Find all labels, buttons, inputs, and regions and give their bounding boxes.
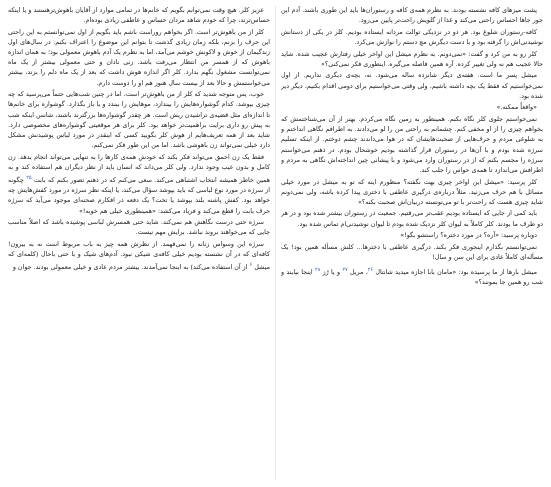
right-page-paragraph: پشت میزهای کافه نشسته بودند. به نظرم همه‌ی کافه و رستوران‌ها باید این طوری باشند. آدم این جور جاها احساس راحتی می‌کند و غذا از گلویش راحت‌تر پایین می‌رود. (281, 7, 543, 25)
right-page-paragraph: «واقعاً ممکنه.» (496, 104, 537, 112)
page-divider (275, 6, 276, 480)
right-page-paragraph: میشل پسر ما است. هفته‌ی دیگر شانزده ساله می‌شود. نه، بچه‌ی دیگری نداریم. از اول نمی‌خواستیم که فقط یک بچه داشته باشیم، ولی وقتی می‌خواستیم برای دومی اقدام بکنیم، دیگر دیر شده بود. (281, 72, 543, 100)
right-page-paragraph: باید کمی از جایی که ایستاده بودیم عقب‌تر می‌رفتیم. جمعیت در رستوران بیشتر شده بود و در هر دو طرف ما بودند. کلر کاملاً به لیوان کلر نزدیک شده بودم تا لیوان نوشیدنی‌ام تماس شده بود. (281, 210, 543, 228)
right-page-paragraph: نمی‌توانستم بگذارم اینجوری فکر بکند. درگیری عاطفی با دخترها... کلش مسأله همین بود! یک مسأله‌ای کاملاً عادی برای این سن و سال! (281, 243, 543, 262)
right-page-paragraph: دوباره پرسید: «آره؟ در مورد دختره؟ راستشو بگو!» (400, 232, 537, 240)
left-page-paragraph: کلر از من باهوش‌تر است. اگر بخواهم روراست باشم باید بگویم از اول نمی‌توانستم به این راحتی این حرف را بزنم، بلکه زمان زیادی گذشت تا بتوانم این موضوع را اعتراف بکنم. در سال‌های اول زندگیمان از خوش و لاکونش خوشم می‌آمد، اما به نظرم یک آدم باهوش معمولی بود؛ به همان اندازه باهوش که از همسر من انتظار می‌رفت باشد. زنی نادان و حتی معمولی بیشتر از یک ماه نمی‌توانست مشغول نگهم بدارد. کلر اگر اندازه هوش داشت که بعد از یک ماه دلم را بزند، بیشتر می‌خواستمش و حالا بعد از بیست سال هنوز هم او را دوست دارم. (8, 28, 270, 87)
left-page-paragraph: خوب، پس متوجه شدید که کلر از من باهوش‌تر است، اما در چنین شب‌هایی حتماً می‌پرسید که چه چیزی بپوشد. کدام گوشواره‌هایش را بیندازد، موهایش را ببندد و یا باز بگذارد. گوشواره برای خانم‌ها تا اندازه‌ای مثل قضیه‌ی تراشیدن ریش است. هر چقدر گوشواره‌ها بزرگترند باشند، شانس اینکه شب به پیش رو داری برایت براهمیت‌تر خواهد بود. کلر برای هر موقعیتی گوشواره‌های مخصوصی دارد. شاید بعد از همه تعریف‌هایم از هوش کلر بگویید کسی که اینقدر در مورد لباس پوشیدنش مشکل دارد خیلی نمی‌تواند زن باهوشی باشد. اما من این طور فکر نمی‌کنم. (8, 91, 270, 150)
right-page-paragraph: کافه-رستوران شلوغ بود. هر دو در نزدیکی توالت مردانه ایستاده بودیم. کلر در یکی از دستانش نوشیدنی‌اش را گرفته بود و با دست دیگرش مچ دستم را نوازش می‌کرد. (281, 28, 543, 46)
right-page-paragraph: میشل بارها از ما پرسیده بود: «مامان بابا اجازه میدید شانتال $^{۲۶}$، مریل $^{۲۷}$ و یا رُز $^{۲۸}$ اینجا بیایند و شب رو همین جا بمونند؟» (281, 266, 543, 287)
left-page-paragraph: سرژه این وسواس زنانه را نمی‌فهمد. از نظرش همه چیز به باب مربوط است نه به بیرون! کافه‌ای که در آن نشسته بودیم خیلی کافه‌ی شیکی نبود. آدم‌های شیک و با حتی باحال (کلمه‌ای که میشل $^۶$ از آن استفاده می‌کند) به اینجا نمی‌آمدند. بیشتر مردم عادی و خیلی معمولی بودند. جوان و (8, 241, 270, 272)
right-page-paragraph: نمی‌خواستم جلوی کلر نگاه بکنم. همینطور به زمین نگاه می‌کردم. بهتر از آن می‌شناختمش که بخواهم چیزی را از او مخفی کنم. چشمانم به راحتی من را لو می‌دادند. به اطرافم نگاهی انداختم و به شلوغی مردم و حرف‌هایی از صحبت‌هایشان که در هوا می‌داندند چشم دوختم. از اینکه تسلیم سرژه شده بودم و با آن‌ها در رستوران قرار گذاشته بودیم خوشحال بودم. در ذهنم می‌خواستم سرژه را مجسم بکنم که از در رستوران وارد می‌شود و با پیشانی چین انداخته‌اش نگاهی به مردم و اطرافش می‌اندازد تا همه‌ی حواس را جلب کند. (281, 116, 543, 174)
right-page-paragraph: کلر رو به من کرد و گفت: «نمی‌دونم. به نظرم میشل این اواخر خیلی رفتارش عجیب شده. شاید حالا عجیب هم نه ولی تغییر کرده. آره همین فاصله می‌گیره. اینطوری فکر نمی‌کنی؟» (281, 50, 543, 68)
left-page-paragraph: فقط یک زن احمق می‌تواند فکر بکند که خودش همه‌ی کارها را به تنهایی می‌تواند انجام بدهد. زن کامل و بدون عیب وجود ندارد. ولی کلر می‌داند که انسان باید از نظر دیگران هم استفاده کند و به همین خاطر همیشه انتخاب اشتباهی می‌کند. سعی می‌کنم که در ذهنم تصور بکنم که بابت $^{۲۵}$ چگونه از سرژه در مورد نوع لباسی که باید بپوشد سؤال می‌کند، یا اینکه نظر سرژه در مورد کفش‌هایش چه خواهد بود. کفش پاشنه بلند بپوشد یا تخت؟ یک دفعه در افکارم صحنه‌ای موجود می‌آید که سرژه حرف بابت را قطع می‌کند و فریاد می‌کشد: «همینطوری خیلی هم خوبه!» (8, 153, 270, 215)
left-page-paragraph: سرژه حتی درست نگاهش هم نمی‌کند. شاید حتی همسرش لباسی پوشیده باشد که اصلاً مناسب جایی که می‌خواهند بروند نباشد. برایش مهم نیست. (8, 219, 270, 237)
left-page-paragraph: عزیز کلر. هیچ وقت نمی‌توانم بگویم که خانم‌ها در تمامی موارد از آقایان باهوش‌ترهستند و یا اینکه حساس‌ترند، چرا که خودم شاهد مردان حساس و عاطفی زیادی بوده‌ام. (8, 7, 270, 25)
right-page-paragraph: کلر پرسید: «میشل این اواخر چیزی بهت نگفته؟ منظورم اینه که تو به میشل در مورد خیلی مسائل با هم حرف می‌زنید. مثلاً درباره‌ی درگیری عاطفی با دختری پیدا کرده باشه، ولی نمی‌دونم شاید چیزی هست که راحت‌تر با تو می‌تونسته دربیان‌اش صحبت بکنه؟» (281, 178, 543, 206)
left-page (8, 6, 270, 484)
right-page (281, 6, 543, 484)
